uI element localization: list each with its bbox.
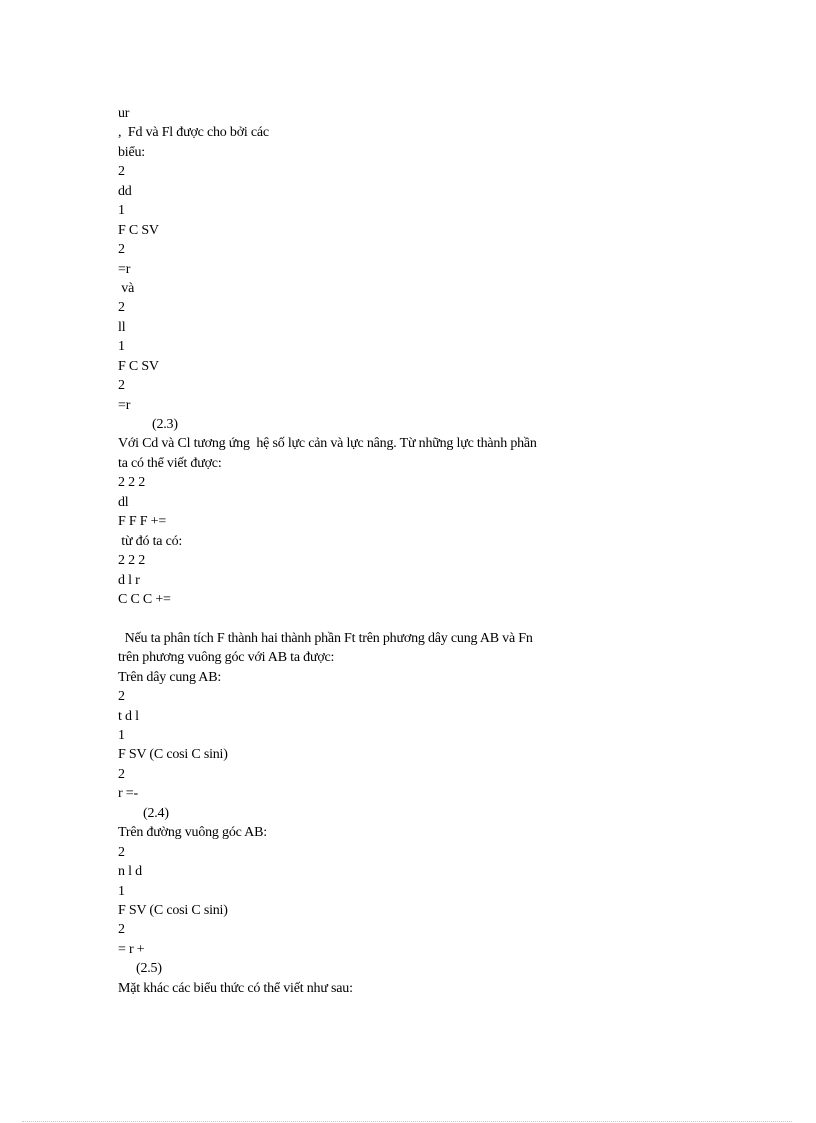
formula-fragment: 2 xyxy=(118,922,125,938)
formula-fragment: F C SV xyxy=(118,358,159,374)
formula-fragment: = r + xyxy=(118,941,145,957)
text-line: Mặt khác các biểu thức có thể viết như sau: xyxy=(118,980,353,996)
document-body xyxy=(118,104,678,998)
blank-line xyxy=(118,609,678,628)
formula-fragment: 2 xyxy=(118,378,125,394)
formula-fragment: n l d xyxy=(118,864,142,880)
formula-fragment: 2 xyxy=(118,766,125,782)
formula-fragment: C C C += xyxy=(118,591,171,607)
formula-fragment: F C SV xyxy=(118,222,159,238)
formula-fragment: 1 xyxy=(118,728,125,743)
text-line: từ đó ta có: xyxy=(118,533,183,549)
formula-fragment: F SV (C cosi C sini) xyxy=(118,902,228,918)
text-line: Trên dây cung AB: xyxy=(118,669,222,685)
formula-fragment: F SV (C cosi C sini) xyxy=(118,747,228,763)
page-bottom-divider xyxy=(22,1121,792,1122)
formula-fragment: 2 xyxy=(118,242,125,258)
text-line: Nếu ta phân tích F thành hai thành phần Ft trên phương dây cung AB và Fn xyxy=(118,630,533,646)
text-line: Trên đường vuông góc AB: xyxy=(118,825,267,841)
text-line: ur xyxy=(118,106,130,121)
text-line: và xyxy=(118,280,135,296)
formula-fragment: 1 xyxy=(118,883,125,899)
formula-fragment: 2 2 2 xyxy=(118,475,146,491)
formula-fragment: F F F += xyxy=(118,514,167,530)
equation-number: (2.3) xyxy=(152,417,178,432)
formula-fragment: 1 xyxy=(118,339,125,355)
formula-fragment: 1 xyxy=(118,203,125,219)
formula-fragment: 2 xyxy=(118,164,125,180)
formula-fragment: =r xyxy=(118,397,131,413)
formula-fragment: r =- xyxy=(118,786,138,802)
formula-fragment: d l r xyxy=(118,572,140,588)
equation-number: (2.4) xyxy=(143,805,169,821)
formula-fragment: 2 xyxy=(118,689,125,705)
formula-fragment: dl xyxy=(118,494,129,510)
formula-fragment: t d l xyxy=(118,708,139,724)
formula-fragment: 2 2 2 xyxy=(118,553,146,569)
text-line: ta có thể viết được: xyxy=(118,455,222,471)
equation-number: (2.5) xyxy=(136,961,162,977)
text-line: biểu: xyxy=(118,144,145,160)
text-line: , Fd và Fl được cho bởi các xyxy=(118,125,269,141)
formula-fragment: 2 xyxy=(118,844,125,860)
formula-fragment: =r xyxy=(118,261,131,277)
formula-fragment: dd xyxy=(118,183,132,199)
formula-fragment: 2 xyxy=(118,300,125,316)
text-line: Với Cd và Cl tương ứng hệ số lực cản và lực nâng. Từ những lực thành phần xyxy=(118,436,537,452)
formula-fragment: ll xyxy=(118,319,126,335)
text-line: trên phương vuông góc với AB ta được: xyxy=(118,650,335,666)
